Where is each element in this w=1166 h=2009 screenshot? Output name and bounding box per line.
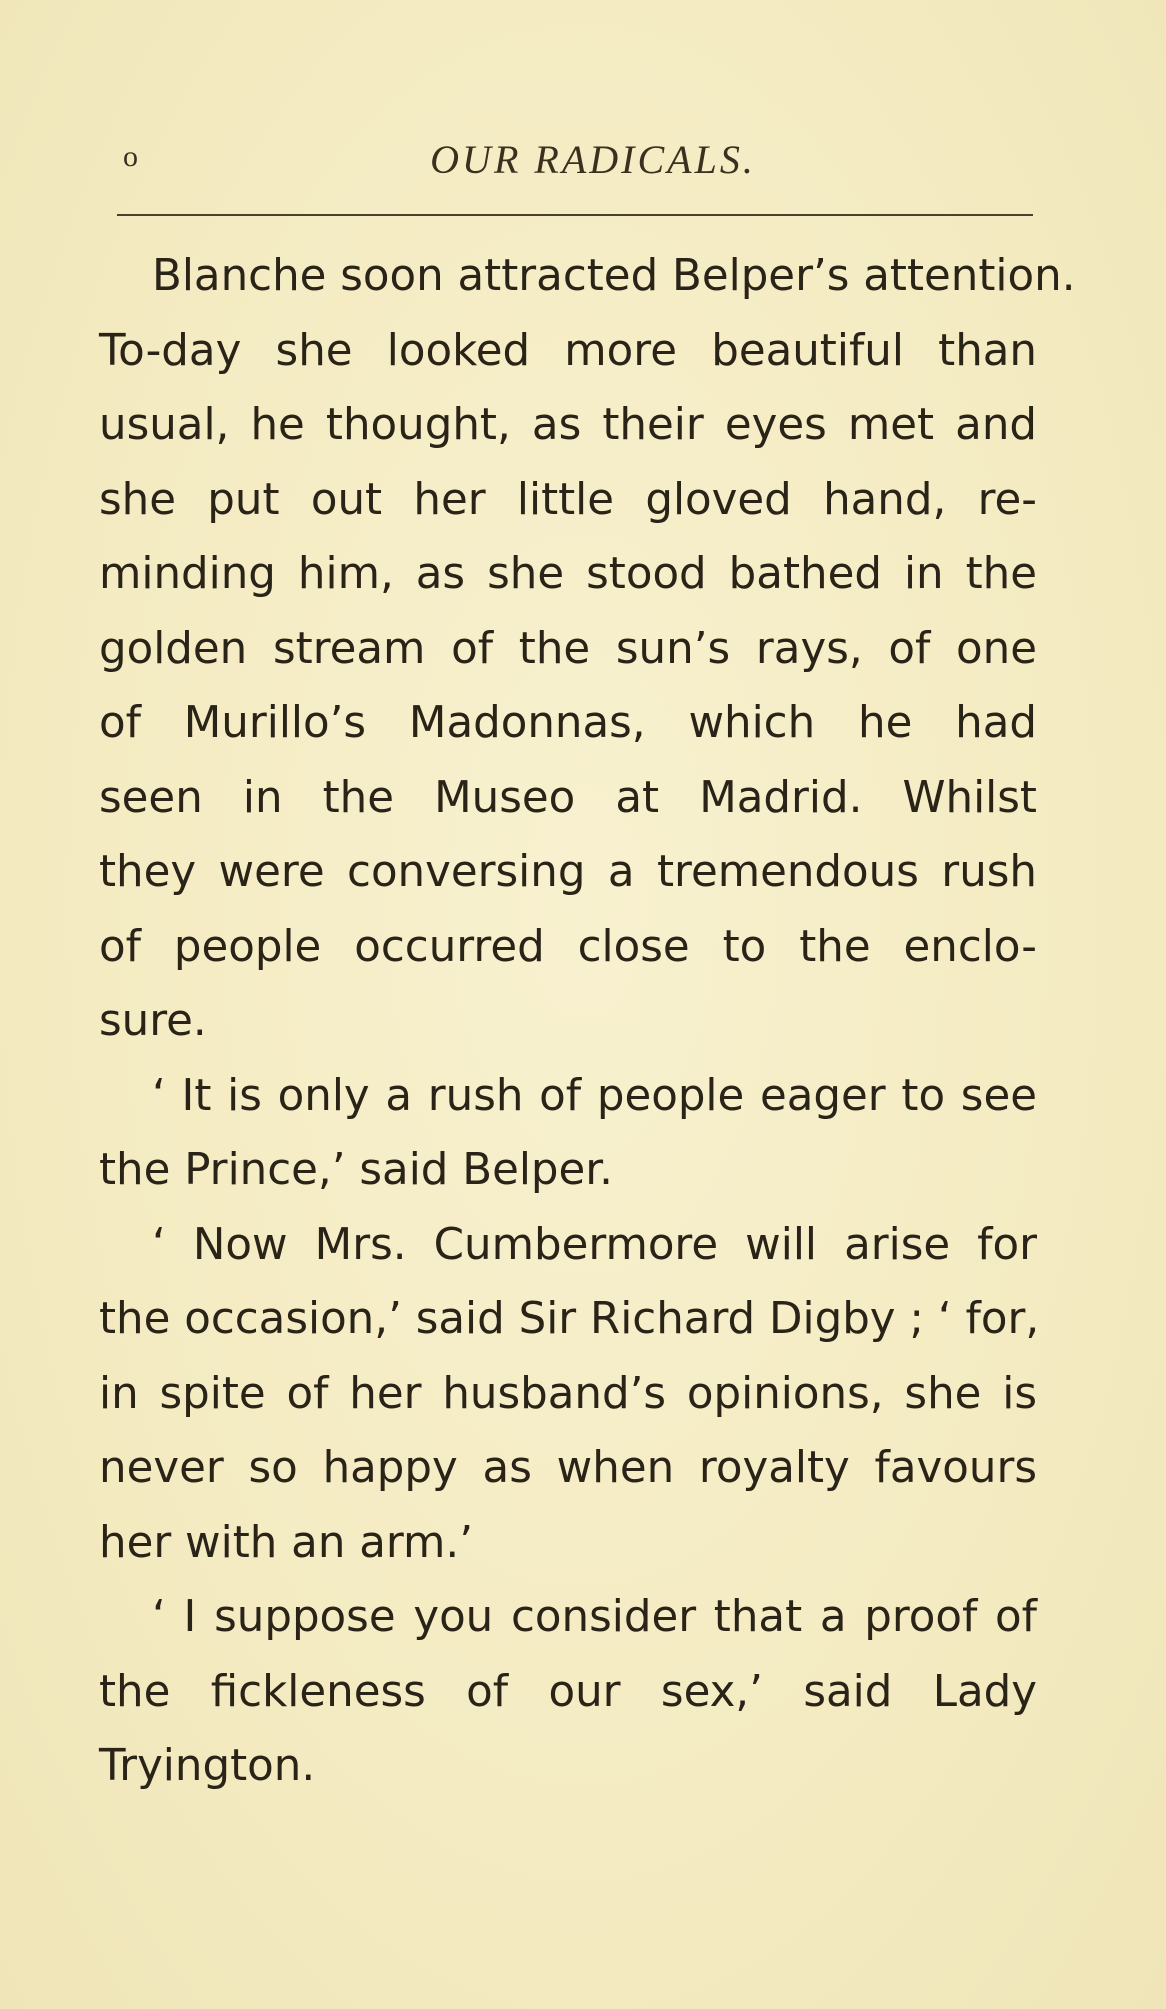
running-head: OUR RADICALS. [430,137,756,182]
text-line: ‘ It is only a rush of people eager to see [152,1070,1037,1121]
text-line: ‘ I suppose you consider that a proof of [152,1592,1037,1642]
text-line: the Prince,’ said Belper. [99,1145,614,1195]
text-line: they were conversing a tremendous rush [99,847,1037,897]
text-line: minding him, as she stood bathed in the [99,549,1037,599]
text-line: usual, he thought, as their eyes met and [99,400,1037,450]
text-line: in spite of her husband’s opinions, she is [99,1368,1037,1419]
text-line: never so happy as when royalty favours [99,1443,1037,1493]
text-line: Blanche soon attracted Belper’s attention. [152,251,1076,301]
text-line: Tryington. [99,1741,316,1791]
text-line: ‘ Now Mrs. Cumbermore will arise for [152,1219,1037,1270]
text-line: she put out her little gloved hand, re- [99,474,1037,525]
text-line: of people occurred close to the enclo- [99,921,1037,972]
text-line: sure. [99,996,207,1046]
text-line: the occasion,’ said Sir Richard Digby ; ‘ for, [99,1294,1040,1344]
text-line: seen in the Museo at Madrid. Whilst [99,772,1037,823]
text-line: golden stream of the sun’s rays, of one [99,623,1037,674]
page-number: o [123,140,138,173]
text-line: her with an arm.’ [99,1517,474,1568]
text-line: To-day she looked more beautiful than [99,325,1037,376]
body-text [99,239,1076,1804]
header-rule [117,214,1033,216]
page-header [0,130,1166,190]
text-line: the fickleness of our sex,’ said Lady [99,1666,1037,1717]
text-line: of Murillo’s Madonnas, which he had [99,698,1037,748]
